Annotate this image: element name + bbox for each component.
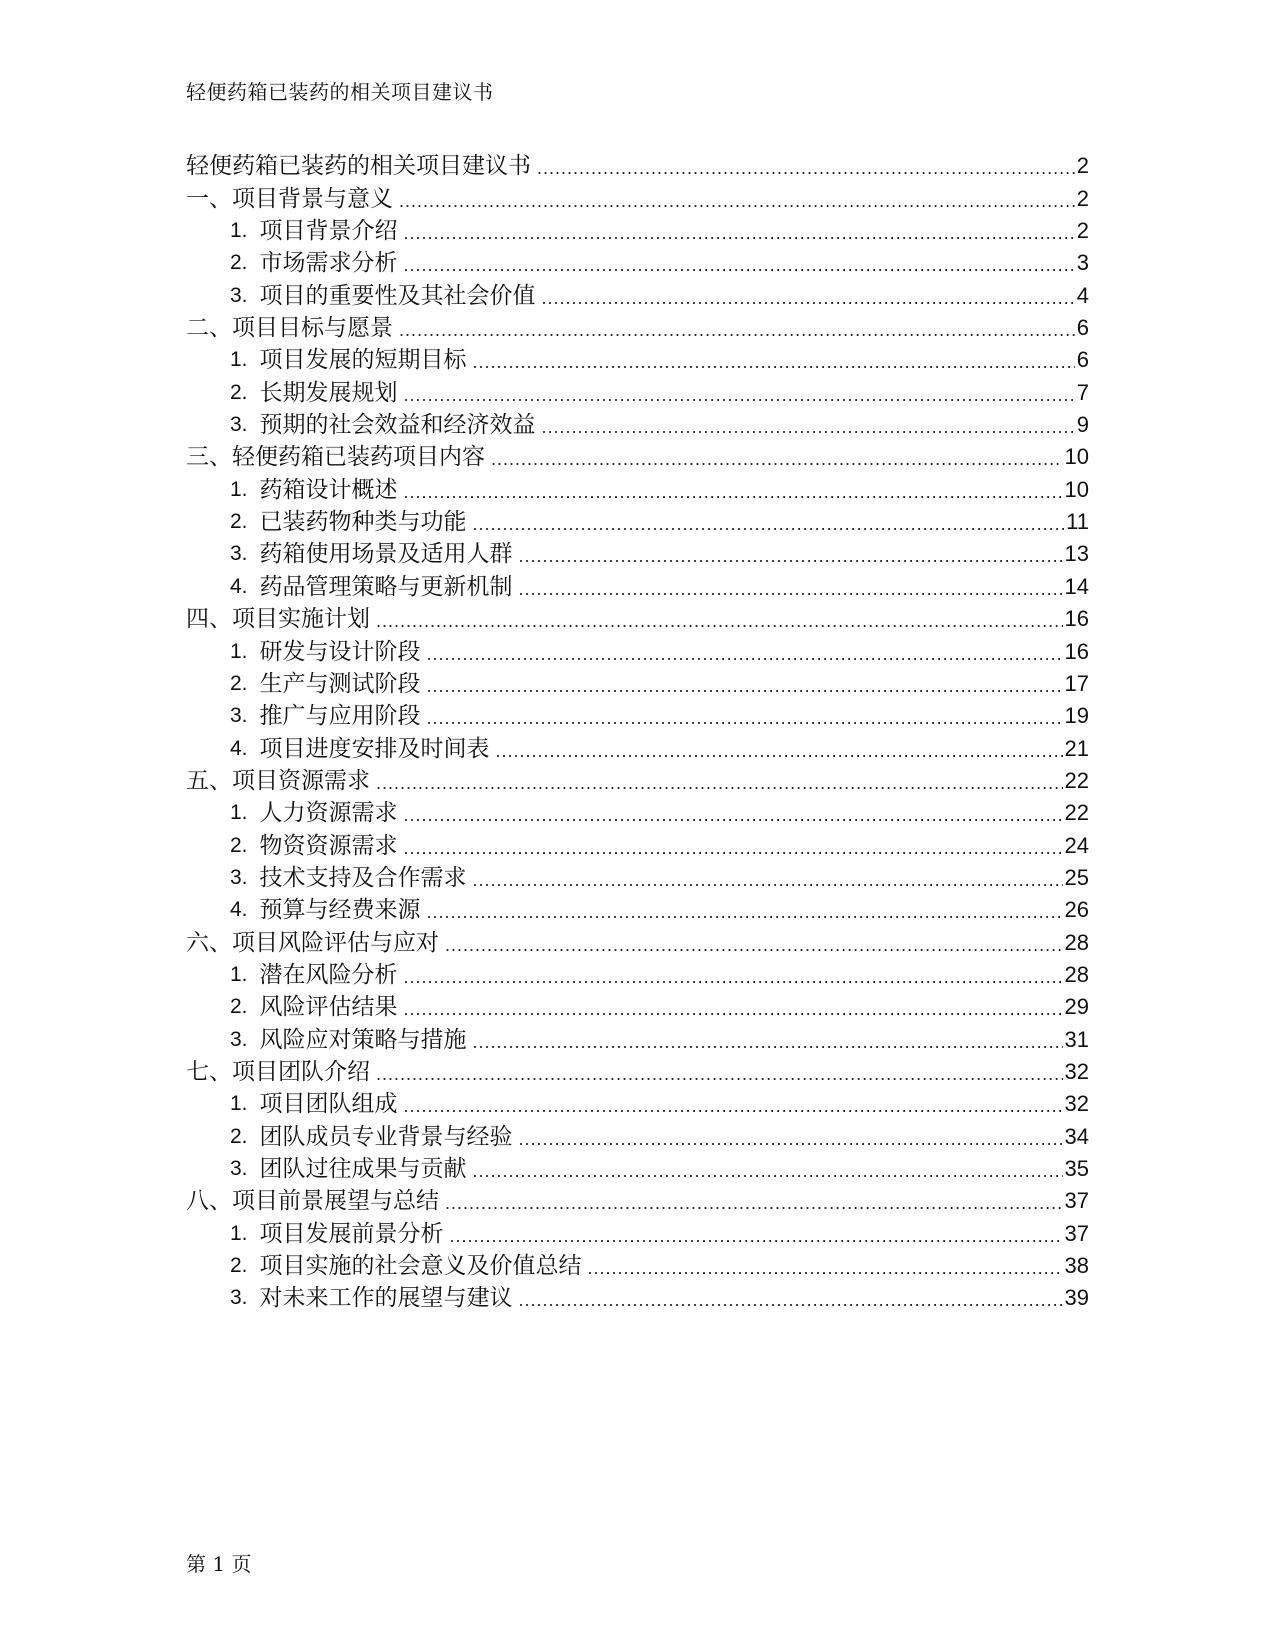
toc-dot-leader: [445, 931, 1063, 959]
page-header-title: 轻便药箱已装药的相关项目建议书: [186, 80, 494, 104]
toc-dot-leader: [376, 1060, 1063, 1088]
toc-section-entry[interactable]: [186, 1185, 1089, 1217]
toc-entry-title: 已装药物种类与功能: [259, 509, 467, 536]
toc-dot-leader: [427, 704, 1063, 732]
toc-subsection-entry[interactable]: [186, 700, 1089, 732]
toc-subsection-entry[interactable]: [186, 862, 1089, 894]
toc-entry-title: 研发与设计阶段: [259, 638, 421, 665]
toc-entry-page-number: 34: [1064, 1123, 1089, 1149]
toc-section-entry[interactable]: [186, 926, 1089, 958]
toc-entry-title: 四、项目实施计划: [186, 606, 370, 633]
toc-dot-leader: [427, 640, 1063, 668]
toc-entry-title: 预算与经费来源: [259, 897, 421, 924]
toc-subsection-entry[interactable]: [186, 538, 1089, 570]
toc-entry-page-number: 10: [1064, 444, 1089, 470]
toc-entry-number: 3.: [230, 865, 248, 889]
toc-dot-leader: [496, 737, 1063, 765]
toc-entry-page-number: 25: [1064, 864, 1089, 890]
toc-entry-title: 潜在风险分析: [259, 961, 398, 988]
toc-entry-title: 人力资源需求: [259, 800, 398, 827]
toc-subsection-entry[interactable]: [186, 279, 1089, 311]
toc-entry-page-number: 6: [1076, 315, 1089, 341]
toc-dot-leader: [473, 510, 1065, 538]
toc-subsection-entry[interactable]: [186, 1088, 1089, 1120]
toc-dot-leader: [542, 413, 1075, 441]
toc-subsection-entry[interactable]: [186, 959, 1089, 991]
toc-entry-page-number: 10: [1064, 476, 1089, 502]
toc-subsection-entry[interactable]: [186, 215, 1089, 247]
toc-dot-leader: [519, 542, 1063, 570]
toc-subsection-entry[interactable]: [186, 1153, 1089, 1185]
toc-dot-leader: [399, 316, 1075, 344]
toc-dot-leader: [588, 1254, 1063, 1282]
toc-subsection-entry[interactable]: [186, 409, 1089, 441]
toc-entry-number: 1.: [230, 348, 248, 372]
toc-subsection-entry[interactable]: [186, 1217, 1089, 1249]
toc-dot-leader: [537, 154, 1075, 182]
toc-subsection-entry[interactable]: [186, 344, 1089, 376]
toc-subsection-entry[interactable]: [186, 894, 1089, 926]
toc-entry-number: 1.: [230, 219, 248, 243]
toc-subsection-entry[interactable]: [186, 1250, 1089, 1282]
toc-entry-page-number: 29: [1064, 994, 1089, 1020]
toc-dot-leader: [450, 1222, 1063, 1250]
toc-subsection-entry[interactable]: [186, 668, 1089, 700]
toc-entry-number: 1.: [230, 1221, 248, 1245]
toc-dot-leader: [404, 801, 1063, 829]
toc-dot-leader: [445, 1189, 1063, 1217]
toc-dot-leader: [404, 834, 1063, 862]
toc-entry-page-number: 35: [1064, 1156, 1089, 1181]
toc-subsection-entry[interactable]: [186, 635, 1089, 667]
toc-entry-page-number: 28: [1064, 961, 1089, 987]
toc-entry-number: 2.: [230, 995, 248, 1019]
toc-entry-number: 2.: [230, 1254, 248, 1278]
toc-entry-page-number: 3: [1076, 250, 1089, 276]
toc-subsection-entry[interactable]: [186, 247, 1089, 279]
toc-subsection-entry[interactable]: [186, 797, 1089, 829]
toc-entry-number: 2.: [230, 671, 248, 695]
toc-entry-title: 风险评估结果: [259, 994, 398, 1021]
toc-subsection-entry[interactable]: [186, 1023, 1089, 1055]
toc-entry-page-number: 21: [1064, 735, 1089, 761]
toc-entry-page-number: 4: [1076, 282, 1089, 308]
toc-entry-title: 二、项目目标与愿景: [186, 315, 393, 342]
toc-entry-title: 技术支持及合作需求: [259, 864, 467, 891]
toc-entry-title: 药箱设计概述: [259, 476, 398, 503]
toc-entry-title: 团队成员专业背景与经验: [259, 1123, 513, 1150]
toc-dot-leader: [542, 284, 1075, 312]
toc-entry-number: 3.: [230, 704, 248, 728]
toc-entry-title: 项目发展的短期目标: [259, 347, 467, 374]
toc-entry-title: 长期发展规划: [259, 379, 398, 406]
toc-dot-leader: [404, 251, 1075, 279]
toc-entry-number: 1.: [230, 962, 248, 986]
toc-dot-leader: [404, 1092, 1063, 1120]
toc-entry-page-number: 39: [1064, 1285, 1089, 1311]
toc-entry-title: 五、项目资源需求: [186, 767, 370, 794]
toc-entry-number: 2.: [230, 833, 248, 857]
toc-dot-leader: [473, 1028, 1063, 1056]
toc-section-entry[interactable]: [186, 441, 1089, 473]
toc-entry-number: 3.: [230, 1157, 248, 1180]
toc-entry-page-number: 7: [1076, 379, 1089, 405]
toc-entry-page-number: 32: [1064, 1058, 1089, 1084]
toc-entry-number: 3.: [230, 542, 248, 566]
toc-entry-page-number: 13: [1064, 541, 1089, 567]
toc-entry-page-number: 26: [1064, 897, 1089, 923]
toc-dot-leader: [519, 1286, 1063, 1314]
toc-entry-number: 2.: [230, 510, 248, 534]
toc-entry-title: 团队过往成果与贡献: [259, 1156, 467, 1182]
toc-entry-number: 2.: [230, 380, 248, 404]
toc-entry-title: 项目进度安排及时间表: [259, 735, 490, 762]
toc-section-entry[interactable]: [186, 182, 1089, 214]
toc-entry-page-number: 22: [1064, 767, 1089, 793]
toc-entry-page-number: 9: [1076, 412, 1089, 438]
toc-entry-page-number: 16: [1064, 638, 1089, 664]
toc-entry-page-number: 37: [1064, 1188, 1089, 1214]
toc-dot-leader: [473, 348, 1075, 376]
toc-dot-leader: [404, 963, 1063, 991]
toc-entry-title: 物资资源需求: [259, 832, 398, 859]
toc-entry-title: 项目实施的社会意义及价值总结: [259, 1253, 582, 1280]
toc-dot-leader: [399, 187, 1075, 215]
toc-entry-number: 2.: [230, 1124, 248, 1148]
toc-subsection-entry[interactable]: [186, 829, 1089, 861]
toc-entry-title: 七、项目团队介绍: [186, 1058, 370, 1085]
toc-subsection-entry[interactable]: [186, 1282, 1089, 1314]
toc-entry-page-number: 37: [1064, 1220, 1089, 1246]
toc-section-entry[interactable]: [186, 765, 1089, 797]
toc-entry-title: 对未来工作的展望与建议: [259, 1285, 513, 1312]
toc-entry-page-number: 24: [1064, 832, 1089, 858]
toc-entry-page-number: 19: [1064, 703, 1089, 729]
toc-entry-title: 风险应对策略与措施: [259, 1026, 467, 1053]
toc-subsection-entry[interactable]: [186, 1120, 1089, 1152]
toc-entry-page-number: 2: [1076, 185, 1089, 211]
toc-entry-title: 药箱使用场景及适用人群: [259, 541, 513, 568]
toc-dot-leader: [376, 769, 1063, 797]
toc-entry-number: 3.: [230, 1286, 248, 1310]
toc-dot-leader: [473, 1157, 1063, 1185]
toc-entry-number: 3.: [230, 1027, 248, 1051]
toc-entry-page-number: 2: [1076, 218, 1089, 244]
toc-entry-page-number: 14: [1064, 573, 1089, 599]
toc-entry-page-number: 22: [1064, 800, 1089, 826]
toc-entry-number: 4.: [230, 574, 248, 598]
page-number-footer: 第 1 页: [186, 1552, 252, 1576]
toc-entry-title: 三、轻便药箱已装药项目内容: [186, 444, 485, 471]
toc-entry-number: 1.: [230, 477, 248, 501]
toc-entry-page-number: 11: [1066, 509, 1089, 535]
toc-entry-title: 一、项目背景与意义: [186, 185, 393, 212]
toc-entry-title: 项目背景介绍: [259, 218, 398, 245]
toc-entry-number: 4.: [230, 898, 248, 922]
toc-entry-number: 2.: [230, 251, 248, 275]
toc-entry-title: 轻便药箱已装药的相关项目建议书: [186, 153, 531, 180]
toc-subsection-entry[interactable]: [186, 473, 1089, 505]
toc-dot-leader: [519, 575, 1063, 603]
toc-subsection-entry[interactable]: [186, 506, 1089, 538]
toc-section-entry[interactable]: [186, 1056, 1089, 1088]
toc-dot-leader: [404, 995, 1063, 1023]
toc-entry-title: 药品管理策略与更新机制: [259, 573, 513, 600]
toc-entry-title: 预期的社会效益和经济效益: [259, 412, 536, 439]
toc-subsection-entry[interactable]: [186, 991, 1089, 1023]
toc-entry-title: 推广与应用阶段: [259, 703, 421, 730]
toc-entry-page-number: 6: [1076, 347, 1089, 373]
toc-entry-page-number: 28: [1064, 929, 1089, 955]
toc-entry-title: 八、项目前景展望与总结: [186, 1188, 439, 1215]
toc-dot-leader: [404, 219, 1075, 247]
toc-dot-leader: [404, 381, 1075, 409]
toc-entry-number: 1.: [230, 801, 248, 825]
toc-entry-title: 市场需求分析: [259, 250, 398, 277]
toc-entry-page-number: 38: [1064, 1253, 1089, 1279]
toc-dot-leader: [519, 1125, 1063, 1153]
toc-section-entry[interactable]: [186, 150, 1089, 182]
toc-dot-leader: [427, 898, 1063, 926]
toc-dot-leader: [473, 866, 1063, 894]
toc-subsection-entry[interactable]: [186, 376, 1089, 408]
toc-subsection-entry[interactable]: [186, 732, 1089, 764]
toc-entry-page-number: 31: [1064, 1026, 1089, 1052]
table-of-contents: [186, 150, 1089, 1314]
toc-dot-leader: [376, 607, 1063, 635]
toc-dot-leader: [427, 672, 1063, 700]
toc-entry-number: 3.: [230, 283, 248, 307]
toc-entry-page-number: 2: [1076, 153, 1089, 179]
toc-entry-number: 4.: [230, 736, 248, 760]
toc-entry-page-number: 17: [1064, 670, 1089, 696]
toc-entry-title: 项目发展前景分析: [259, 1220, 444, 1247]
toc-entry-page-number: 16: [1064, 606, 1089, 632]
toc-entry-number: 1.: [230, 639, 248, 663]
toc-section-entry[interactable]: [186, 312, 1089, 344]
toc-entry-title: 项目的重要性及其社会价值: [259, 282, 536, 309]
toc-dot-leader: [491, 445, 1063, 473]
toc-subsection-entry[interactable]: [186, 570, 1089, 602]
toc-dot-leader: [404, 478, 1063, 506]
toc-entry-title: 六、项目风险评估与应对: [186, 929, 439, 956]
toc-entry-number: 3.: [230, 413, 248, 437]
toc-entry-page-number: 32: [1064, 1091, 1089, 1117]
toc-entry-number: 1.: [230, 1092, 248, 1116]
toc-entry-title: 生产与测试阶段: [259, 670, 421, 697]
toc-entry-title: 项目团队组成: [259, 1091, 398, 1118]
toc-section-entry[interactable]: [186, 603, 1089, 635]
